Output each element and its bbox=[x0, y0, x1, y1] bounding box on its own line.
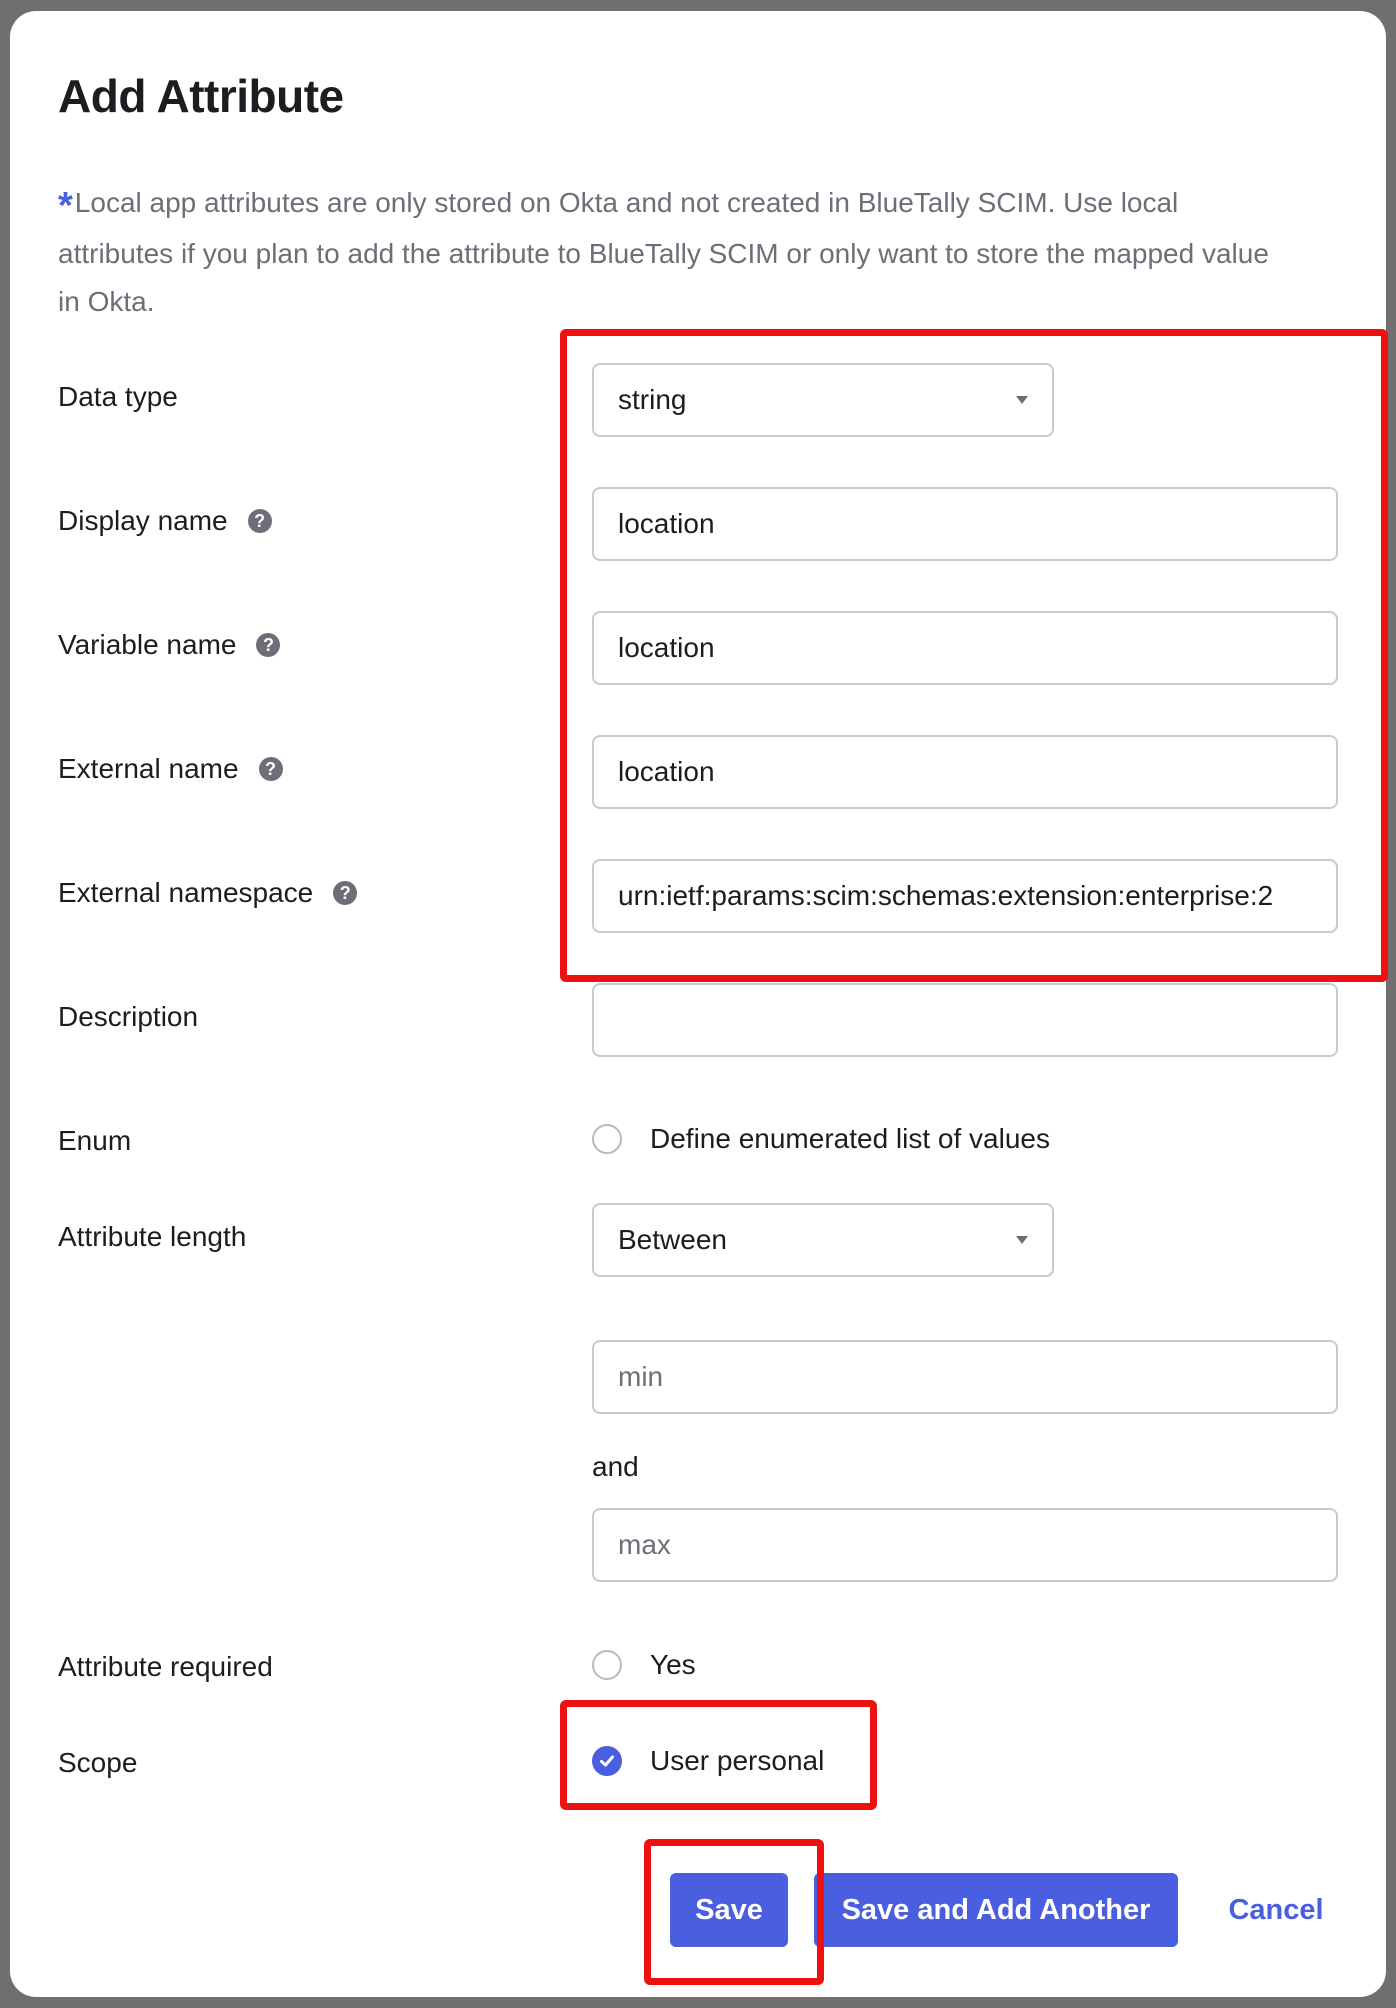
attribute-required-option[interactable] bbox=[592, 1649, 696, 1681]
enum-checkbox[interactable] bbox=[592, 1124, 622, 1154]
attribute-length-select[interactable] bbox=[592, 1203, 1054, 1277]
description-input[interactable] bbox=[592, 983, 1338, 1057]
data-type-value: string bbox=[618, 384, 687, 415]
max-length-input[interactable] bbox=[592, 1508, 1338, 1582]
local-attributes-note bbox=[58, 179, 1298, 326]
external-name-value: location bbox=[618, 756, 715, 787]
question-circle-icon[interactable]: ? bbox=[333, 881, 357, 905]
save-button[interactable]: Save bbox=[670, 1873, 788, 1947]
question-circle-icon[interactable]: ? bbox=[256, 633, 280, 657]
cancel-button[interactable]: Cancel bbox=[1228, 1893, 1324, 1926]
scope-label: Scope bbox=[58, 1747, 138, 1778]
question-circle-icon[interactable]: ? bbox=[248, 509, 272, 533]
attribute-required-label: Attribute required bbox=[58, 1651, 273, 1682]
display-name-value: location bbox=[618, 508, 715, 539]
enum-label: Enum bbox=[58, 1125, 132, 1156]
enum-option-label: Define enumerated list of values bbox=[650, 1123, 1050, 1154]
max-placeholder: max bbox=[618, 1529, 671, 1560]
scope-option-label: User personal bbox=[650, 1745, 825, 1776]
display-name-label: Display name ? bbox=[58, 505, 272, 537]
add-attribute-dialog bbox=[10, 11, 1386, 1997]
min-placeholder: min bbox=[618, 1361, 664, 1392]
data-type-label: Data type bbox=[58, 381, 178, 412]
scope-highlight-box bbox=[560, 1700, 877, 1810]
attribute-length-label: Attribute length bbox=[58, 1221, 247, 1252]
question-circle-icon[interactable]: ? bbox=[259, 757, 283, 781]
fields-highlight-box bbox=[560, 329, 1388, 982]
caret-down-icon bbox=[1016, 1236, 1028, 1244]
variable-name-value: location bbox=[618, 632, 715, 663]
dialog-title: Add Attribute bbox=[58, 70, 344, 122]
external-name-label: External name ? bbox=[58, 753, 283, 785]
and-connector: and bbox=[592, 1451, 639, 1482]
attribute-required-checkbox[interactable] bbox=[592, 1650, 622, 1680]
attribute-required-option-label: Yes bbox=[650, 1649, 696, 1680]
note-text: Local app attributes are only stored on Okta and not created in BlueTally SCIM. Use local attributes if you plan to add the attribute to BlueTally SCIM or only want to store the mapped value in Okta. bbox=[58, 187, 1269, 317]
description-label: Description bbox=[58, 1001, 199, 1032]
save-highlight-box bbox=[644, 1839, 824, 1985]
asterisk-icon: * bbox=[58, 185, 73, 227]
enum-option[interactable] bbox=[592, 1123, 1050, 1155]
attribute-length-value: Between bbox=[618, 1224, 727, 1255]
external-namespace-value: urn:ietf:params:scim:schemas:extension:enterprise:2 bbox=[618, 880, 1274, 911]
min-length-input[interactable] bbox=[592, 1340, 1338, 1414]
variable-name-label: Variable name ? bbox=[58, 629, 280, 661]
external-namespace-label: External namespace ? bbox=[58, 877, 357, 909]
save-and-add-another-button[interactable]: Save and Add Another bbox=[814, 1873, 1178, 1947]
